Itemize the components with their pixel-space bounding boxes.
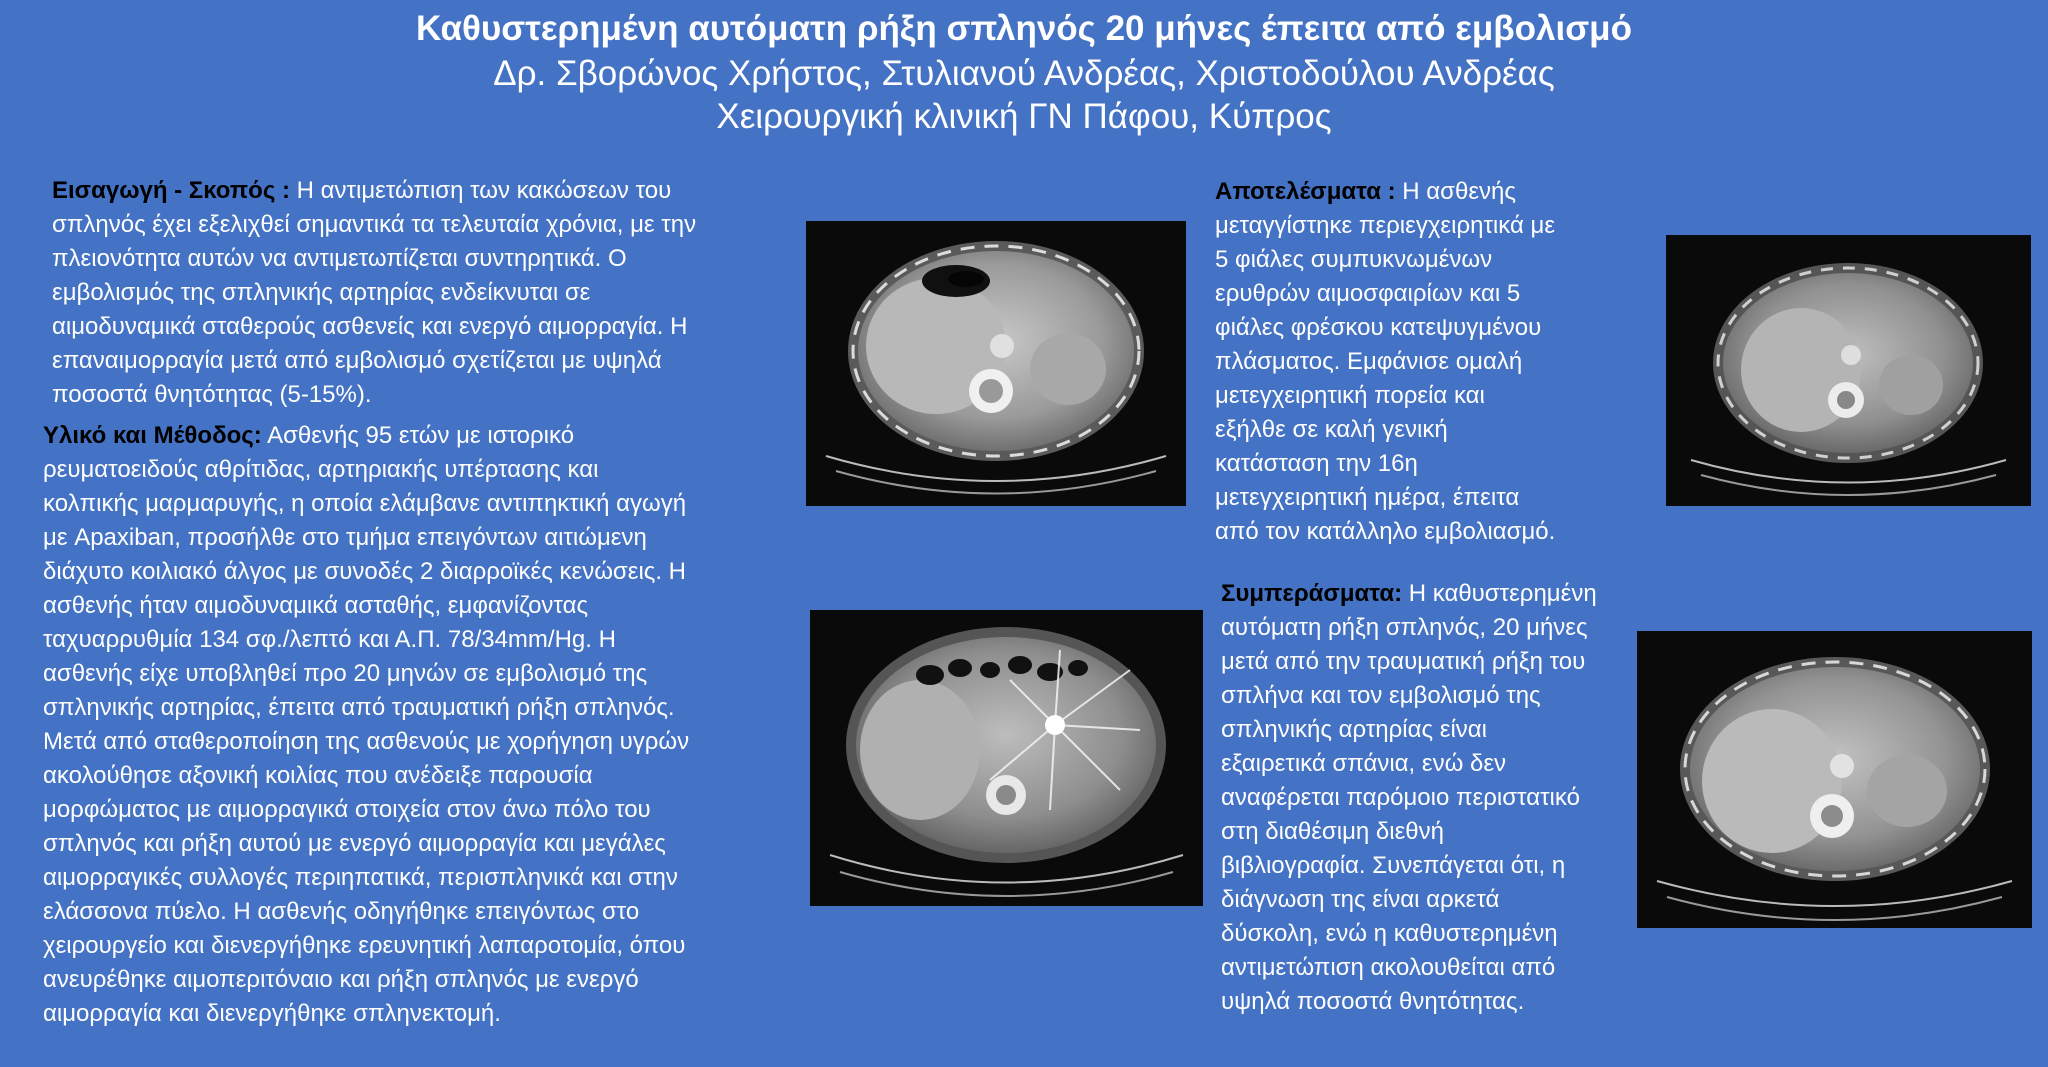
methods-line: ασθενής είχε υποβληθεί προ 20 μηνών σε εμβολισμό της xyxy=(43,660,648,687)
methods-line: σπληνικής αρτηρίας, έπειτα από τραυματική ρήξη σπληνός. xyxy=(43,694,675,721)
methods-first-line xyxy=(43,419,689,453)
methods-line: αιμορραγικές συλλογές περιηπατικά, περισπληνικά και στην xyxy=(43,864,678,891)
methods-line: Ασθενής 95 ετών με ιστορικό xyxy=(261,422,575,449)
intro-line: Η αντιμετώπιση των κακώσεων του xyxy=(289,177,672,204)
ct-scan-image-1 xyxy=(806,221,1186,506)
methods-line: ταχυαρρυθμία 134 σφ./λεπτό και Α.Π. 78/34mm/Hg. Η xyxy=(43,626,616,653)
methods-line: σπληνός και ρήξη αυτού με ενεργό αιμορραγία και μεγάλες xyxy=(43,830,666,857)
results-line: από τον κατάλληλο εμβολιασμό. xyxy=(1215,518,1556,545)
methods-line: αιμορραγία και διενεργήθηκε σπληνεκτομή. xyxy=(43,1000,501,1027)
methods-line: ακολούθησε αξονική κοιλίας που ανέδειξε παρουσία xyxy=(43,762,593,789)
results-line: εξήλθε σε καλή γενική xyxy=(1215,416,1448,443)
conclusions-line: εξαιρετικά σπάνια, ενώ δεν xyxy=(1221,750,1507,777)
methods-line: διάχυτο κοιλιακό άλγος με συνοδές 2 διαρροϊκές κενώσεις. Η xyxy=(43,558,687,585)
methods-line: ελάσσονα πύελο. Η ασθενής οδηγήθηκε επειγόντως στο xyxy=(43,898,640,925)
intro-line: ποσοστά θνητότητας (5-15%). xyxy=(52,381,372,408)
results-line: Η ασθενής xyxy=(1395,178,1516,205)
conclusions-line: Η καθυστερημένη xyxy=(1402,580,1597,607)
conclusions-heading: Συμπεράσματα: xyxy=(1221,580,1403,607)
conclusions-line: αντιμετώπιση ακολουθείται από xyxy=(1221,954,1556,981)
methods-line: χειρουργείο και διενεργήθηκε ερευνητική λαπαροτομία, όπου xyxy=(43,932,686,959)
methods-line: ρευματοειδούς αθρίτιδας, αρτηριακής υπέρτασης και xyxy=(43,456,599,483)
conclusions-line: αναφέρεται παρόμοιο περιστατικό xyxy=(1221,784,1580,811)
poster-title: Καθυστερημένη αυτόματη ρήξη σπληνός 20 μήνες έπειτα από εμβολισμό xyxy=(416,9,1632,48)
intro-line: επαναιμορραγία μετά από εμβολισμό σχετίζεται με υψηλά xyxy=(52,347,662,374)
results-line: φιάλες φρέσκου κατεψυγμένου xyxy=(1215,314,1542,341)
conclusions-line: σπλήνα και τον εμβολισμό της xyxy=(1221,682,1541,709)
methods-line: κολπικής μαρμαρυγής, η οποία ελάμβανε αντιπηκτική αγωγή xyxy=(43,490,687,517)
intro-first-line xyxy=(52,174,696,208)
intro-line: εμβολισμός της σπληνικής αρτηρίας ενδείκνυται σε xyxy=(52,279,591,306)
methods-line: ανευρέθηκε αιμοπεριτόναιο και ρήξη σπληνός με ενεργό xyxy=(43,966,639,993)
methods-section xyxy=(43,419,689,1031)
poster-authors: Δρ. Σβορώνος Χρήστος, Στυλιανού Ανδρέας, Χριστοδούλου Ανδρέας xyxy=(493,54,1555,93)
conclusions-first-line xyxy=(1221,577,1597,611)
results-line: ερυθρών αιμοσφαιρίων και 5 xyxy=(1215,280,1521,307)
methods-line: ασθενής ήταν αιμοδυναμικά ασταθής, εμφανίζοντας xyxy=(43,592,589,619)
conclusions-line: βιβλιογραφία. Συνεπάγεται ότι, η xyxy=(1221,852,1566,879)
poster-affiliation: Χειρουργική κλινική ΓΝ Πάφου, Κύπρος xyxy=(716,97,1332,136)
intro-line: πλειονότητα αυτών να αντιμετωπίζεται συντηρητικά. Ο xyxy=(52,245,627,272)
results-line: μεταγγίστηκε περιεγχειρητικά με xyxy=(1215,212,1556,239)
methods-line: Μετά από σταθεροποίηση της ασθενούς με χορήγηση υγρών xyxy=(43,728,690,755)
conclusions-line: διάγνωση της είναι αρκετά xyxy=(1221,886,1500,913)
intro-heading: Εισαγωγή - Σκοπός : xyxy=(52,177,290,204)
intro-line: σπληνός έχει εξελιχθεί σημαντικά τα τελευταία χρόνια, με την xyxy=(52,211,697,238)
conclusions-line: υψηλά ποσοστά θνητότητας. xyxy=(1221,988,1525,1015)
results-heading: Αποτελέσματα : xyxy=(1215,178,1396,205)
results-first-line xyxy=(1215,175,1555,209)
intro-line: αιμοδυναμικά σταθερούς ασθενείς και ενεργό αιμορραγία. Η xyxy=(52,313,688,340)
ct-scan-image-3 xyxy=(1666,235,2031,506)
conclusions-line: σπληνικής αρτηρίας είναι xyxy=(1221,716,1487,743)
intro-section xyxy=(52,174,696,412)
results-line: μετεγχειρητική πορεία και xyxy=(1215,382,1485,409)
poster-header xyxy=(0,6,2048,138)
results-line: μετεγχειρητική ημέρα, έπειτα xyxy=(1215,484,1520,511)
results-line: πλάσματος. Εμφάνισε ομαλή xyxy=(1215,348,1523,375)
conclusions-line: δύσκολη, ενώ η καθυστερημένη xyxy=(1221,920,1558,947)
methods-line: μορφώματος με αιμορραγικά στοιχεία στον άνω πόλο του xyxy=(43,796,651,823)
methods-line: με Apaxiban, προσήλθε στο τμήμα επειγόντων αιτιώμενη xyxy=(43,524,647,551)
ct-scan-image-2 xyxy=(810,610,1203,906)
results-line: 5 φιάλες συμπυκνωμένων xyxy=(1215,246,1493,273)
methods-heading: Υλικό και Μέθοδος: xyxy=(43,422,262,449)
conclusions-line: στη διαθέσιμη διεθνή xyxy=(1221,818,1444,845)
conclusions-section xyxy=(1221,577,1597,1019)
results-section xyxy=(1215,175,1555,549)
ct-scan-image-4 xyxy=(1637,631,2032,928)
conclusions-line: μετά από την τραυματική ρήξη του xyxy=(1221,648,1586,675)
results-line: κατάσταση την 16η xyxy=(1215,450,1418,477)
conclusions-line: αυτόματη ρήξη σπληνός, 20 μήνες xyxy=(1221,614,1588,641)
